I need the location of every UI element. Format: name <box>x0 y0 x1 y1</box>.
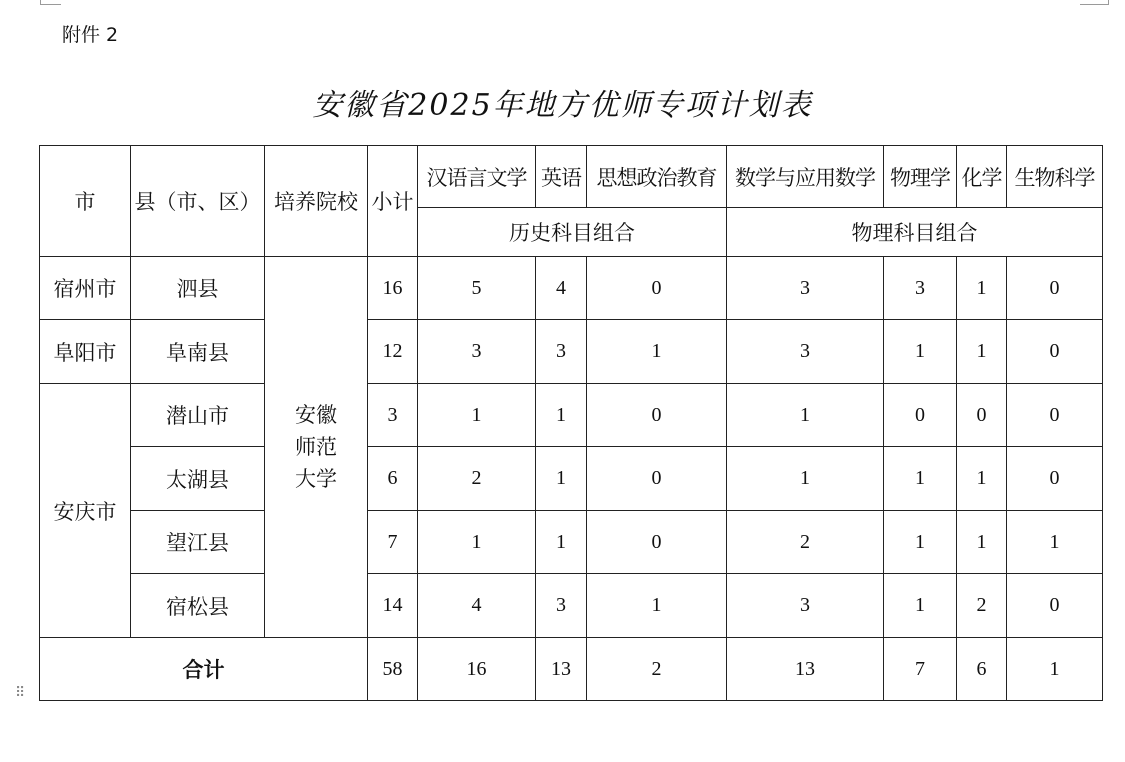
subtotal-cell: 16 <box>368 257 418 320</box>
header-subject-biology: 生物科学 <box>1007 146 1103 208</box>
value-cell: 4 <box>536 257 587 320</box>
total-value-cell: 2 <box>587 638 727 701</box>
value-cell: 3 <box>536 574 587 638</box>
total-row <box>40 638 1103 701</box>
header-group-physics: 物理科目组合 <box>727 208 1103 257</box>
value-cell: 1 <box>884 447 957 511</box>
value-cell: 2 <box>957 574 1007 638</box>
table-row <box>40 320 1103 384</box>
value-cell: 0 <box>587 384 727 447</box>
page-corner-mark-left <box>40 0 61 5</box>
total-value-cell: 16 <box>418 638 536 701</box>
total-value-cell: 6 <box>957 638 1007 701</box>
city-cell: 宿州市 <box>40 257 131 320</box>
table-row <box>40 511 1103 574</box>
value-cell: 2 <box>418 447 536 511</box>
header-subject-english: 英语 <box>536 146 587 208</box>
total-subtotal-cell: 58 <box>368 638 418 701</box>
value-cell: 1 <box>587 320 727 384</box>
header-group-history: 历史科目组合 <box>418 208 727 257</box>
table-row <box>40 384 1103 447</box>
value-cell: 1 <box>884 511 957 574</box>
total-value-cell: 13 <box>727 638 884 701</box>
value-cell: 1 <box>587 574 727 638</box>
value-cell: 0 <box>587 447 727 511</box>
value-cell: 1 <box>727 447 884 511</box>
document-title: 安徽省2025年地方优师专项计划表 <box>312 88 813 123</box>
county-cell: 太湖县 <box>131 447 265 511</box>
header-subtotal: 小计 <box>368 146 418 257</box>
table-row <box>40 257 1103 320</box>
value-cell: 5 <box>418 257 536 320</box>
value-cell: 3 <box>727 320 884 384</box>
county-cell: 阜南县 <box>131 320 265 384</box>
value-cell: 1 <box>727 384 884 447</box>
county-cell: 望江县 <box>131 511 265 574</box>
value-cell: 4 <box>418 574 536 638</box>
plan-table <box>39 145 1103 701</box>
value-cell: 3 <box>727 574 884 638</box>
header-subject-math: 数学与应用数学 <box>727 146 884 208</box>
subtotal-cell: 12 <box>368 320 418 384</box>
header-subject-chinese: 汉语言文学 <box>418 146 536 208</box>
value-cell: 0 <box>1007 320 1103 384</box>
header-subject-chemistry: 化学 <box>957 146 1007 208</box>
header-subject-physics: 物理学 <box>884 146 957 208</box>
value-cell: 1 <box>884 574 957 638</box>
total-value-cell: 13 <box>536 638 587 701</box>
table-row <box>40 447 1103 511</box>
header-row <box>40 146 1103 208</box>
value-cell: 1 <box>957 257 1007 320</box>
value-cell: 3 <box>536 320 587 384</box>
subtotal-cell: 3 <box>368 384 418 447</box>
subtotal-cell: 7 <box>368 511 418 574</box>
value-cell: 0 <box>884 384 957 447</box>
value-cell: 1 <box>536 511 587 574</box>
header-school: 培养院校 <box>265 146 368 257</box>
value-cell: 1 <box>536 447 587 511</box>
value-cell: 0 <box>587 257 727 320</box>
value-cell: 1 <box>957 320 1007 384</box>
value-cell: 0 <box>1007 447 1103 511</box>
county-cell: 宿松县 <box>131 574 265 638</box>
value-cell: 1 <box>957 511 1007 574</box>
value-cell: 0 <box>1007 574 1103 638</box>
total-value-cell: 1 <box>1007 638 1103 701</box>
subtotal-cell: 14 <box>368 574 418 638</box>
value-cell: 0 <box>587 511 727 574</box>
value-cell: 3 <box>727 257 884 320</box>
subtotal-cell: 6 <box>368 447 418 511</box>
value-cell: 3 <box>418 320 536 384</box>
value-cell: 0 <box>1007 257 1103 320</box>
table-row <box>40 574 1103 638</box>
header-subject-politics: 思想政治教育 <box>587 146 727 208</box>
value-cell: 1 <box>418 511 536 574</box>
header-city: 市 <box>40 146 131 257</box>
value-cell: 2 <box>727 511 884 574</box>
county-cell: 泗县 <box>131 257 265 320</box>
value-cell: 1 <box>418 384 536 447</box>
value-cell: 0 <box>957 384 1007 447</box>
total-value-cell: 7 <box>884 638 957 701</box>
page-corner-mark-right <box>1080 0 1109 5</box>
value-cell: 1 <box>536 384 587 447</box>
total-label: 合计 <box>40 638 368 701</box>
city-cell: 阜阳市 <box>40 320 131 384</box>
value-cell: 1 <box>957 447 1007 511</box>
value-cell: 3 <box>884 257 957 320</box>
attachment-label: 附件 2 <box>62 24 119 46</box>
table-move-handle-icon[interactable]: ⠿ <box>15 685 27 701</box>
header-county: 县（市、区） <box>131 146 265 257</box>
value-cell: 1 <box>884 320 957 384</box>
county-cell: 潜山市 <box>131 384 265 447</box>
school-name: 安徽师范大学 <box>295 403 337 491</box>
school-cell <box>265 257 368 638</box>
value-cell: 0 <box>1007 384 1103 447</box>
city-cell: 安庆市 <box>40 384 131 638</box>
value-cell: 1 <box>1007 511 1103 574</box>
